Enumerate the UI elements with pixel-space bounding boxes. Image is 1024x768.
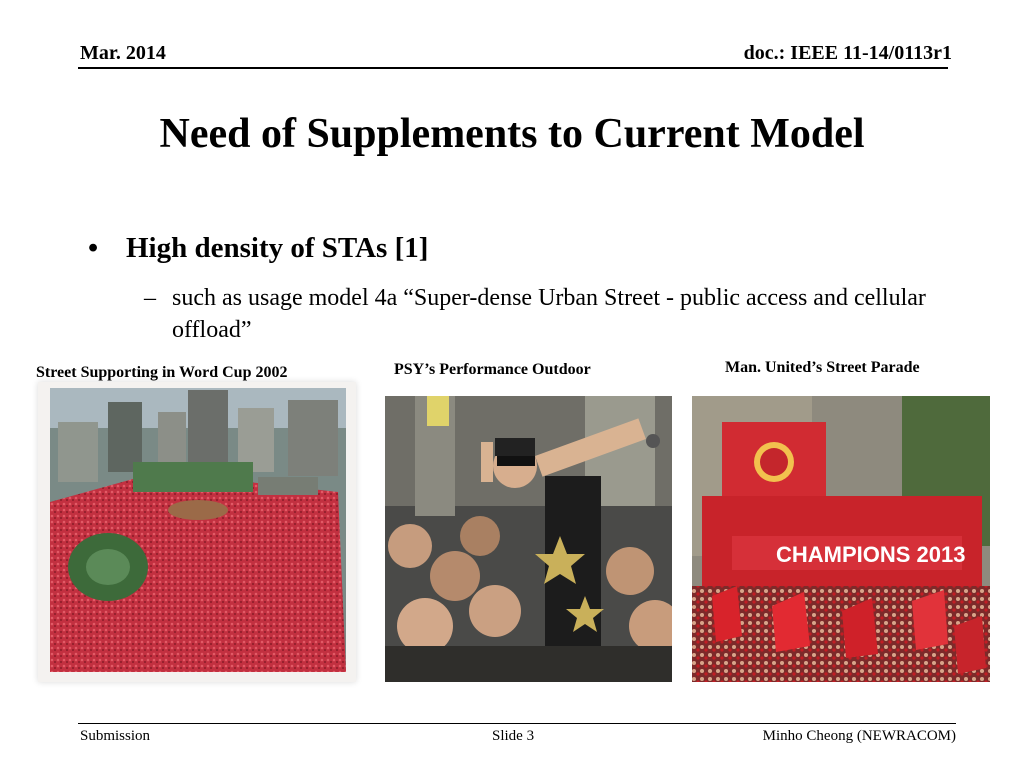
- bullet-level1: [88, 232, 428, 265]
- footer-divider: [78, 723, 956, 724]
- photo-caption-worldcup: Street Supporting in Word Cup 2002: [36, 364, 288, 381]
- slide-title: Need of Supplements to Current Model: [159, 111, 865, 157]
- bullet-marker: •: [88, 232, 99, 264]
- bullet-level2-text: such as usage model 4a “Super-dense Urban Street - public access and cellular offload”: [172, 285, 926, 343]
- header-doc-id: doc.: IEEE 11-14/0113r1: [743, 42, 952, 64]
- bullet-level1-text: High density of STAs [1]: [126, 232, 429, 264]
- header-divider: [78, 67, 948, 69]
- champions-banner-text: CHAMPIONS 2013: [776, 542, 966, 567]
- header-date: Mar. 2014: [80, 42, 166, 64]
- footer-submission: Submission: [80, 728, 151, 744]
- bullet-level2: [144, 282, 944, 346]
- footer-author: Minho Cheong (NEWRACOM): [762, 728, 956, 744]
- photo-psy-performance: [385, 396, 672, 682]
- photo-parade: [692, 396, 990, 682]
- photo-caption-psy: PSY’s Performance Outdoor: [394, 361, 591, 378]
- photo-caption-parade: Man. United’s Street Parade: [725, 359, 920, 376]
- footer-slide-number: Slide 3: [492, 728, 535, 744]
- photo-worldcup-street: [38, 382, 356, 682]
- bullet-dash: –: [144, 285, 156, 311]
